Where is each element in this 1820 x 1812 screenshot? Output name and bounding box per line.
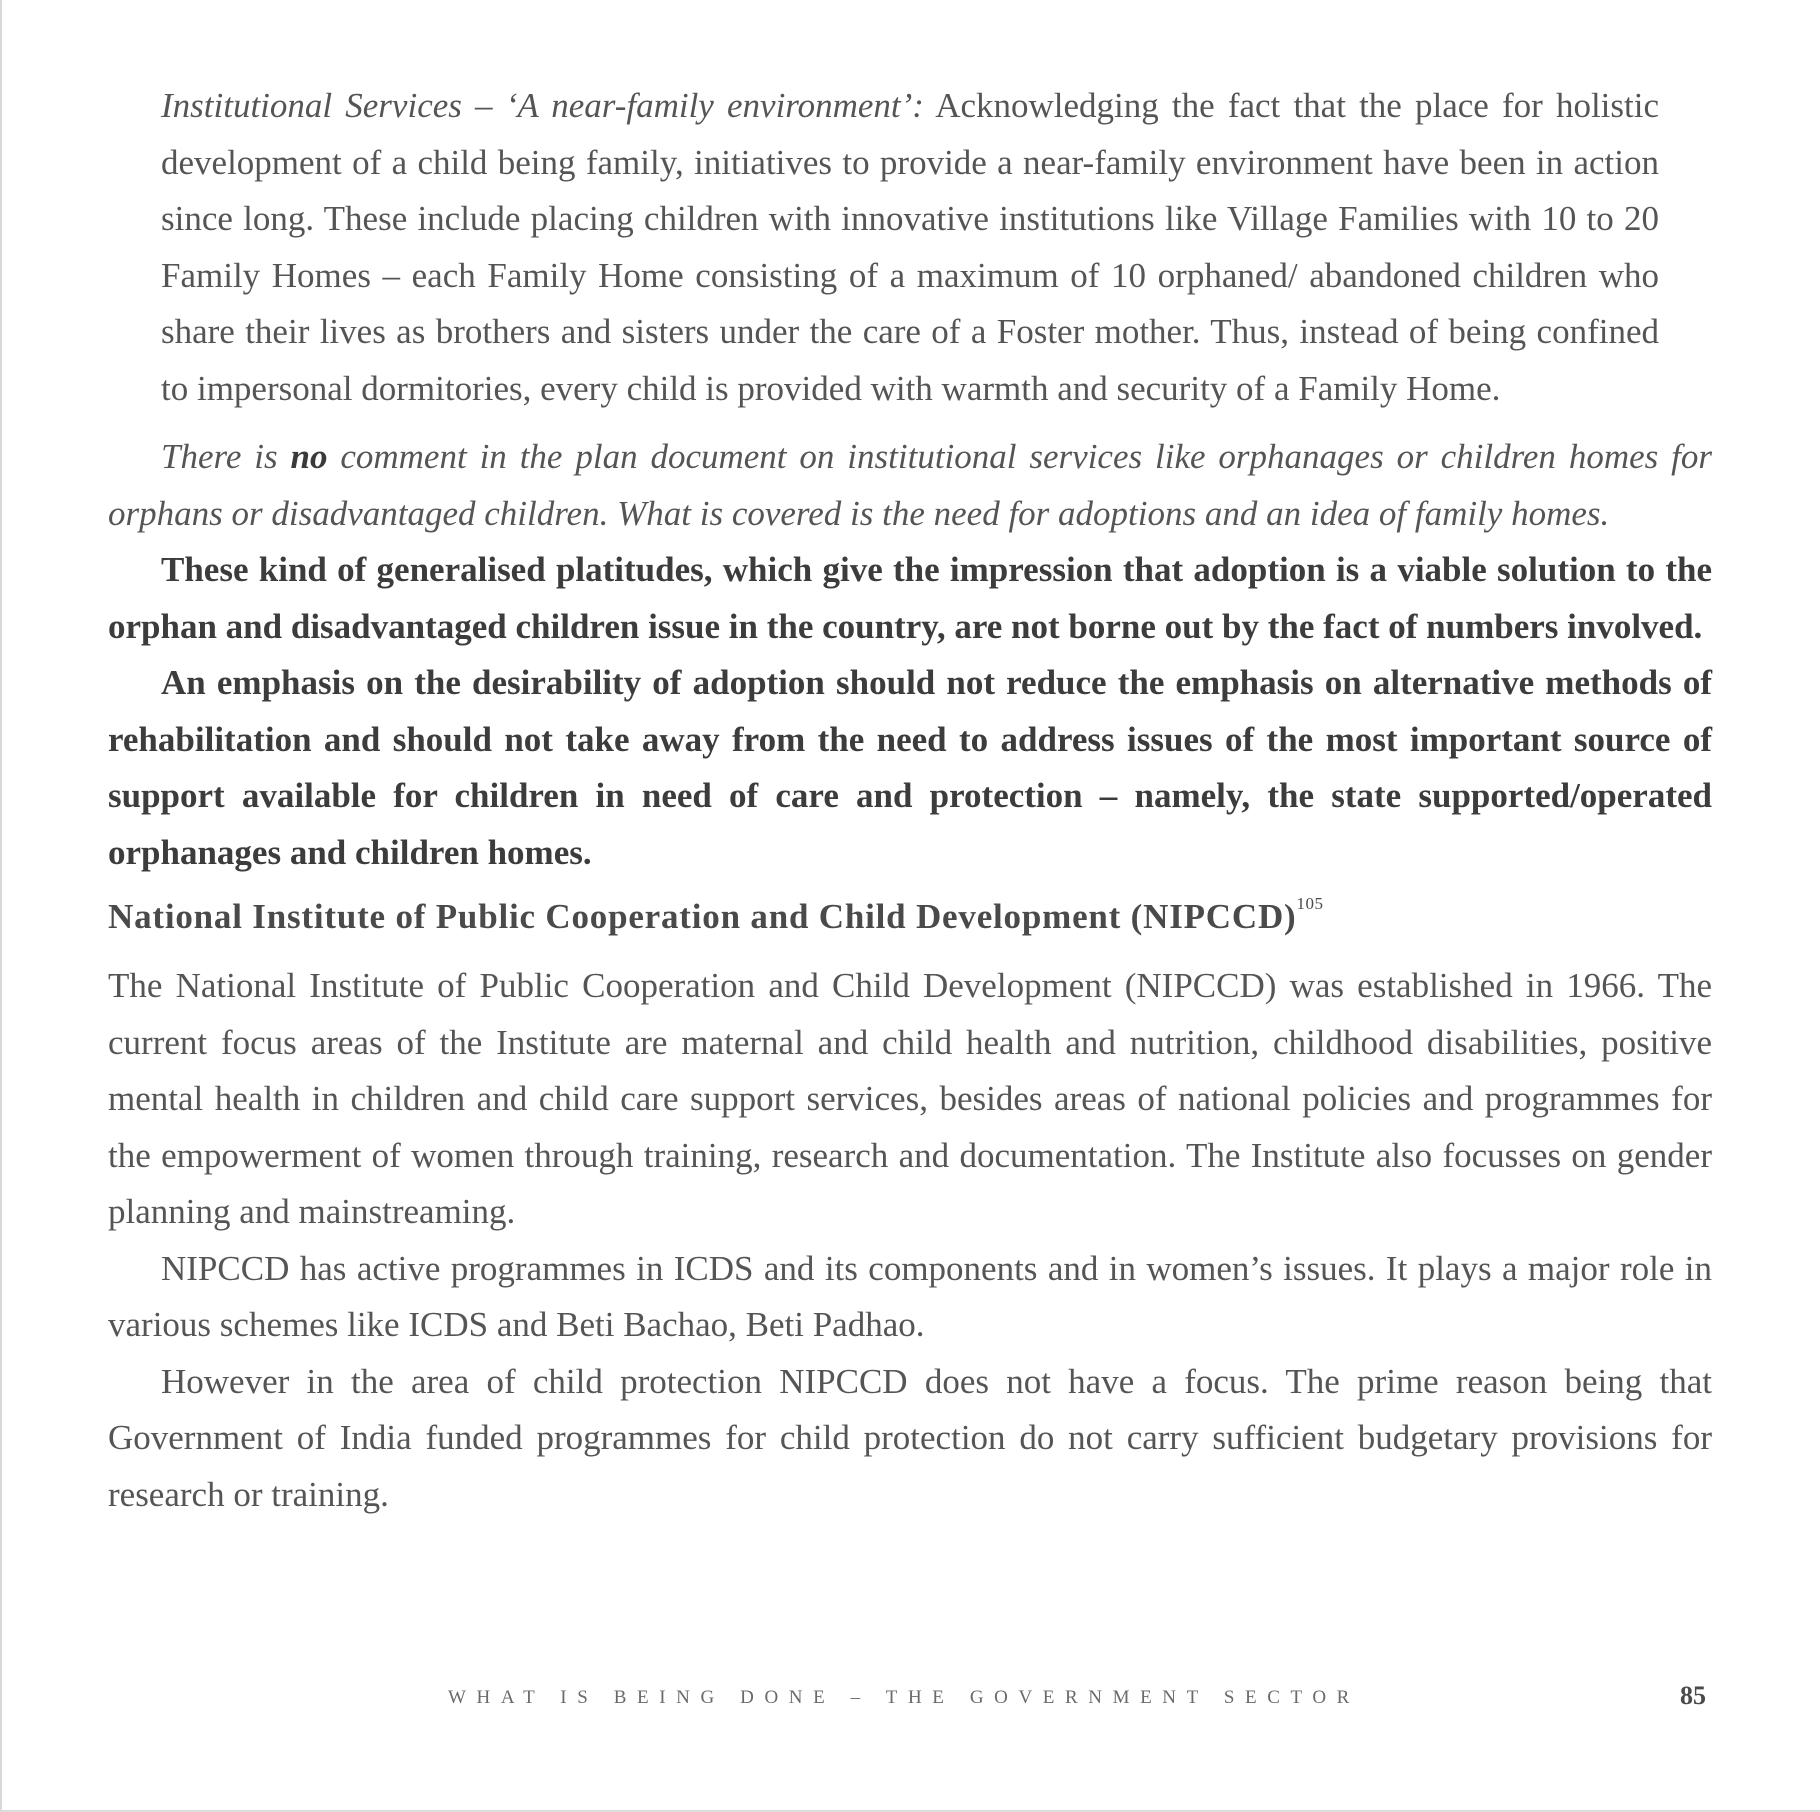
page-body — [108, 78, 1712, 1523]
platitudes-paragraph: These kind of generalised platitudes, which give the impression that adoption is a viable solution to the orphan and disadvantaged children issue in the country, are not borne out by the fact of numbers involved. — [108, 550, 1712, 646]
nipccd-programmes-paragraph: NIPCCD has active programmes in ICDS and its components and in women’s issues. It plays a major role in various schemes like ICDS and Beti Bachao, Beti Padhao. — [108, 1248, 1712, 1344]
plan-comment-emphasis: no — [290, 437, 328, 476]
section-heading-text: National Institute of Public Cooperation and Child Development (NIPCCD) — [108, 897, 1297, 936]
footnote-reference: 105 — [1296, 894, 1324, 913]
institutional-services-text: Acknowledging the fact that the place for holistic development of a child being family, initiatives to provide a near-family environment have been in action since long. These include placing children with innovative institutions like Village Families with 10 to 20 Family Homes – each Family Home consisting of a maximum of 10 orphaned/ abandoned children who share their lives as brothers and sisters under the care of a Foster mother. Thus, instead of being confined to impersonal dormitories, every child is provided with warmth and security of a Family Home. — [161, 86, 1659, 408]
nipccd-intro-paragraph: The National Institute of Public Cooperation and Child Development (NIPCCD) was established in 1966. The current focus areas of the Institute are maternal and child health and nutrition, childhood disabilities, positive mental health in children and child care support services, besides areas of national policies and programmes for the empowerment of women through training, research and documentation. The Institute also focusses on gender planning and mainstreaming. — [108, 966, 1712, 1231]
institutional-services-lead: Institutional Services – ‘A near-family environment’: — [161, 86, 924, 125]
plan-comment-paragraph — [108, 429, 1712, 542]
child-protection-paragraph: However in the area of child protection NIPCCD does not have a focus. The prime reason being that Government of India funded programmes for child protection do not carry sufficient budgetary provisions for research or training. — [108, 1361, 1712, 1514]
adoption-emphasis-paragraph: An emphasis on the desirability of adoption should not reduce the emphasis on alternative methods of rehabilitation and should not take away from the need to address issues of the most important source of support available for children in need of care and protection – namely, the state supported/operated orphanages and children homes. — [108, 663, 1712, 872]
running-head: WHAT IS BEING DONE – THE GOVERNMENT SECTOR — [448, 1687, 1360, 1708]
page-footer — [0, 1681, 1820, 1721]
plan-comment-pre: There is — [161, 437, 291, 476]
page-number: 85 — [1680, 1681, 1706, 1710]
institutional-services-paragraph — [108, 78, 1712, 417]
section-heading-nipccd — [108, 889, 1712, 945]
plan-comment-post: comment in the plan document on institutional services like orphanages or children homes for orphans or disadvantaged children. What is covered is the need for adoptions and an idea of family homes. — [108, 437, 1712, 533]
